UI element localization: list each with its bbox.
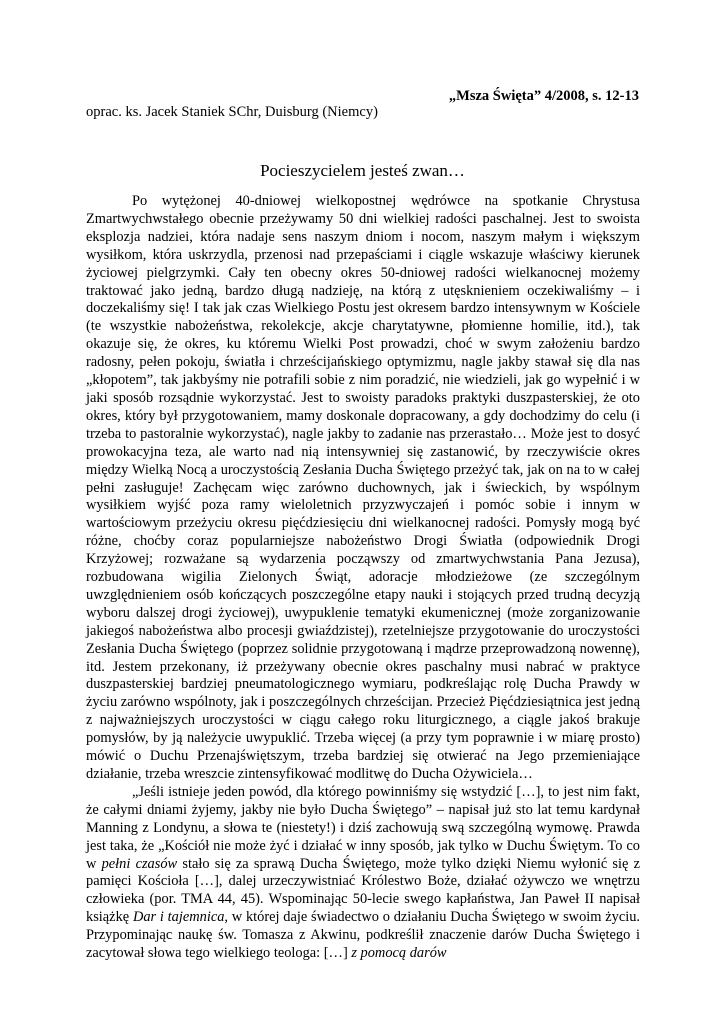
italic-phrase: z pomocą darów: [351, 945, 447, 962]
text-run: „Jeśli istnieje jeden powód, dla którego powinniśmy się wstydzić […], to jest nim fakt, że całymi dniami żyjemy, jakby nie było Ducha Świętego” – napisał już sto lat temu kardynał Manning z Londynu, a słowa te (niestety!) i dziś zachowują swą szczególną wymowę. Prawda jest taka, że „Kościół nie może żyć i działać w inny sposób, jak tylko w Duchu Świętym. To co w: [86, 783, 640, 872]
article-title: Pocieszycielem jesteś zwan…: [260, 161, 465, 180]
paragraph: [86, 193, 640, 784]
author-line: oprac. ks. Jacek Staniek SChr, Duisburg (Niemcy): [86, 104, 378, 120]
source-citation: „Msza Święta” 4/2008, s. 12-13: [448, 88, 639, 104]
article-body: [86, 193, 640, 963]
paragraph: [86, 784, 640, 963]
italic-phrase: Dar i tajemnica: [132, 909, 225, 926]
italic-phrase: pełni czasów: [101, 855, 178, 872]
text-run: stało się za sprawą Ducha Świętego, może tylko dzięki Niemu wyłonić się z pamięci Kościoła […], dalej urzeczywistniać Królestwo Boże, działać ożywczo we wnętrzu człowieka (por. TMA 44, 45). Wspominając 50-lecie swego kapłaństwa, Jan Paweł II napisał książkę: [86, 855, 640, 926]
text-run: , w której daje świadectwo o działaniu Ducha Świętego w swoim życiu. Przypominając naukę św. Tomasza z Akwinu, podkreślił znaczenie darów Ducha Świętego i zacytował słowa tego wielkiego teologa: […]: [86, 909, 640, 962]
text-run: Po wytężonej 40-dniowej wielkopostnej wędrówce na spotkanie Chrystusa Zmartwychwstałego obecnie przeżywamy 50 dni wielkiej radości paschalnej. Jest to swoista eksplozja nadziei, która nadaje sens naszym dniom i nocom, naszym małym i większym wysiłkom, która uskrzydla, przenosi nad przepaściami i ciągle wskazuje właściwy kierunek życiowej pielgrzymki. Cały ten obecny okres 50-dniowej radości wielkanocnej możemy traktować jako jedną, bardzo długą nadzieję, na którą z utęsknieniem oczekiwaliśmy – i doczekaliśmy się! I tak jak czas Wielkiego Postu jest okresem bardzo intensywnym w Kościele (te wszystkie nabożeństwa, rekolekcje, akcje charytatywne, płomienne homilie, itd.), tak okazuje się, że okres, ku któremu Wielki Post prowadzi, choć w swym założeniu bardzo radosny, pełen pokoju, światła i chrześcijańskiego optymizmu, nagle jakby stawał się dla nas „kłopotem”, tak jakbyśmy nie potrafili sobie z nim poradzić, nie wiedzieli, jak go wypełnić i w jaki sposób rozsądnie wykorzystać. Jest to swoisty paradoks praktyki duszpasterskiej, że oto okres, który był przygotowaniem, mamy doskonale dopracowany, a gdy dochodzimy do celu (i trzeba to pastoralnie wykorzystać), nagle jakby to zadanie nas przerastało… Może jest to dosyć prowokacyjna teza, ale warto nad nią intensywniej się zastanowić, by rzeczywiście okres między Wielką Nocą a uroczystością Zesłania Ducha Świętego przeżyć tak, jak on na to w całej pełni zasługuje! Zachęcam więc zarówno duchownych, jak i świeckich, by wspólnym wysiłkiem wyjść poza ramy wieloletnich przyzwyczajeń i pomóc sobie i innym w wartościowym przeżyciu okresu pięćdziesięciu dni wielkanocnej radości. Pomysły mogą być różne, choćby coraz popularniejsze nabożeństwo Drogi Światła (odpowiednik Drogi Krzyżowej; rozważane są wydarzenia począwszy od zmartwychwstania Pana Jezusa), rozbudowana wigilia Zielonych Świąt, adoracje młodzieżowe (ze szczególnym uwzględnieniem osób kończących poszczególne etapy nauki i stojących przed trudną decyzją wyboru dalszej drogi życiowej), uwypuklenie tematyki ekumenicznej (może zorganizowanie jakiegoś nabożeństwa albo procesji gwiaździstej), rzetelniejsze przygotowanie do uroczystości Zesłania Ducha Świętego (poprzez solidnie przygotowaną i mądrze przeprowadzoną nowennę), itd. Jestem przekonany, iż przeżywany obecnie okres paschalny musi nabrać w praktyce duszpasterskiej bardziej pneumatologicznego wymiaru, podkreślając rolę Ducha Prawdy w życiu zarówno wspólnoty, jak i poszczególnych chrześcijan. Przecież Pięćdziesiątnica jest jedną z najważniejszych uroczystości w ciągu całego roku liturgicznego, a ciągle jakoś brakuje pomysłów, by ją należycie uwypuklić. Trzeba więcej (a przy tym poprawnie i w miarę prosto) mówić o Duchu Przenajświętszym, trzeba bardziej się otwierać na Jego przemieniające działanie, trzeba wreszcie zintensyfikować modlitwę do Ducha Ożywiciela…: [86, 193, 640, 782]
